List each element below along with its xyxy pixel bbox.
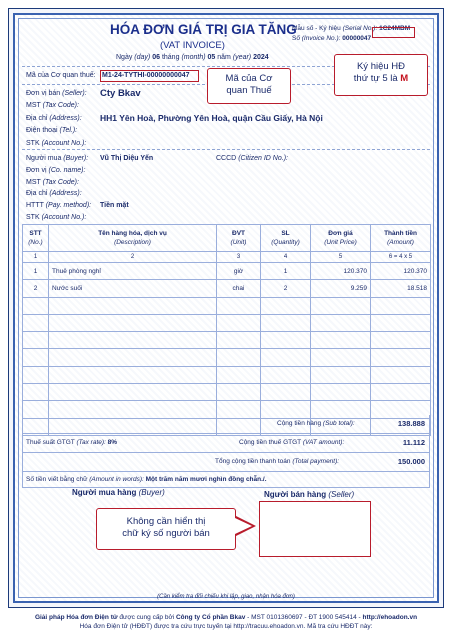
footer-check-note: (Cần kiểm tra đối chiếu khi lập, giao, nhận hóa đơn) bbox=[157, 594, 295, 600]
buyer-tax-label: MST (Tax Code): bbox=[26, 179, 79, 186]
seller-name-label: Đơn vị bán (Seller): bbox=[26, 90, 87, 97]
vat-rate-value: 8% bbox=[107, 439, 118, 446]
total-row: Tổng cộng tiền thanh toán (Total payment): 150.000 bbox=[22, 453, 430, 472]
subtotal-row: Cộng tiền hàng (Sub total): 138.888 bbox=[22, 415, 430, 434]
buyer-name: Vũ Thị Diệu Yến bbox=[100, 155, 154, 162]
empty-row bbox=[23, 314, 431, 331]
total-value: 150.000 bbox=[397, 457, 425, 466]
tax-authority-code: M1-24-TYTHI-00000000047 bbox=[100, 70, 199, 82]
invoice-date: Ngày (day) 06 tháng (month) 05 năm (year) 2024 bbox=[116, 54, 269, 61]
amount-in-words: Một trăm năm mươi nghìn đồng chẵn./. bbox=[145, 476, 267, 483]
index-row: 1 2 3 4 5 6 = 4 x 5 bbox=[23, 252, 431, 263]
invoice-title: HÓA ĐƠN GIÁ TRỊ GIA TĂNG bbox=[110, 22, 297, 37]
header-description: Tên hàng hóa, dịch vụ (Description) bbox=[49, 225, 217, 252]
callout-signature: Không cần hiển thị chữ ký số người bán bbox=[96, 508, 236, 550]
amount-in-words-row: Số tiền viết bằng chữ (Amount in words): Một trăm năm mươi nghìn đồng chẵn./. bbox=[22, 472, 430, 488]
empty-row bbox=[23, 297, 431, 314]
divider bbox=[22, 149, 430, 150]
buyer-payment-label: HTTT (Pay. method): bbox=[26, 202, 92, 209]
footer-lookup: Hóa đơn Điện tử (HĐĐT) được tra cứu trực tuyến tại http://tracuu.ehoadon.vn. Mã tra cứu HĐĐT này: bbox=[79, 623, 373, 630]
vat-amount-value: 11.112 bbox=[402, 438, 425, 447]
buyer-signature-label: Người mua hàng (Buyer) bbox=[72, 488, 165, 497]
seller-name: Cty Bkav bbox=[100, 88, 141, 99]
footer-provider: Giải pháp Hóa đơn Điện tử được cung cấp bởi Công ty Cổ phần Bkav - MST 0101360697 - ĐT 1900 545414 - http://ehoadon.vn bbox=[34, 614, 418, 621]
table-row: 1 Thuê phòng nghỉ giờ 1 120.370 120.370 bbox=[23, 263, 431, 280]
seller-account-label: STK (Account No.): bbox=[26, 140, 87, 147]
subtotal-value: 138.888 bbox=[397, 419, 425, 428]
empty-row bbox=[23, 349, 431, 366]
buyer-address-label: Địa chỉ (Address): bbox=[26, 190, 82, 197]
footer-link: http://ehoadon.vn bbox=[362, 614, 418, 621]
invoice-number-line: Số (Invoice No.): 00000047 bbox=[292, 35, 372, 42]
callout-tax-authority: Mã của Cơ quan Thuế bbox=[207, 68, 291, 104]
table-row: 2 Nước suối chai 2 9.259 18.518 bbox=[23, 280, 431, 297]
empty-row bbox=[23, 384, 431, 401]
serial-letter: M bbox=[400, 73, 409, 84]
items-table bbox=[22, 224, 431, 436]
seller-address: HH1 Yên Hoà, Phường Yên Hoà, quận Cầu Giấy, Hà Nội bbox=[100, 113, 323, 123]
seller-signature-label: Người bán hàng (Seller) bbox=[264, 490, 355, 499]
callout-arrow-icon bbox=[236, 516, 256, 536]
invoice-number-value: 00000047 bbox=[342, 35, 372, 42]
empty-row bbox=[23, 366, 431, 383]
seller-signature-box bbox=[259, 501, 371, 557]
callout-serial: Ký hiệu HĐ thứ tự 5 là M bbox=[334, 54, 428, 96]
header-quantity: SL (Quantity) bbox=[261, 225, 311, 252]
serial-value: 1C24MBM bbox=[379, 25, 411, 32]
serial-highlight-box bbox=[372, 27, 415, 38]
vat-row: Thuế suất GTGT (Tax rate): 8% Cộng tiền thuế GTGT (VAT amount): 11.112 bbox=[22, 434, 430, 453]
serial-line: Mẫu số - Ký hiệu (Serial No.): 1C24MBM bbox=[292, 25, 411, 32]
header-unit: ĐVT (Unit) bbox=[217, 225, 261, 252]
buyer-account-label: STK (Account No.): bbox=[26, 214, 87, 221]
seller-address-label: Địa chỉ (Address): bbox=[26, 115, 82, 122]
buyer-name-label: Người mua (Buyer): bbox=[26, 155, 89, 162]
tax-authority-label: Mã của Cơ quan thuế: bbox=[26, 72, 96, 79]
buyer-cccd-label: CCCD (Citizen ID No.): bbox=[216, 155, 288, 162]
header-unit-price: Đơn giá (Unit Price) bbox=[311, 225, 371, 252]
header-stt: STT (No.) bbox=[23, 225, 49, 252]
seller-phone-label: Điện thoại (Tel.): bbox=[26, 127, 78, 134]
empty-row bbox=[23, 332, 431, 349]
buyer-payment: Tiền mặt bbox=[100, 202, 129, 209]
buyer-company-label: Đơn vị (Co. name): bbox=[26, 167, 86, 174]
table-header-row bbox=[23, 225, 431, 252]
seller-tax-label: MST (Tax Code): bbox=[26, 102, 79, 109]
header-amount: Thành tiền (Amount) bbox=[371, 225, 431, 252]
invoice-subtitle: (VAT INVOICE) bbox=[160, 40, 225, 51]
